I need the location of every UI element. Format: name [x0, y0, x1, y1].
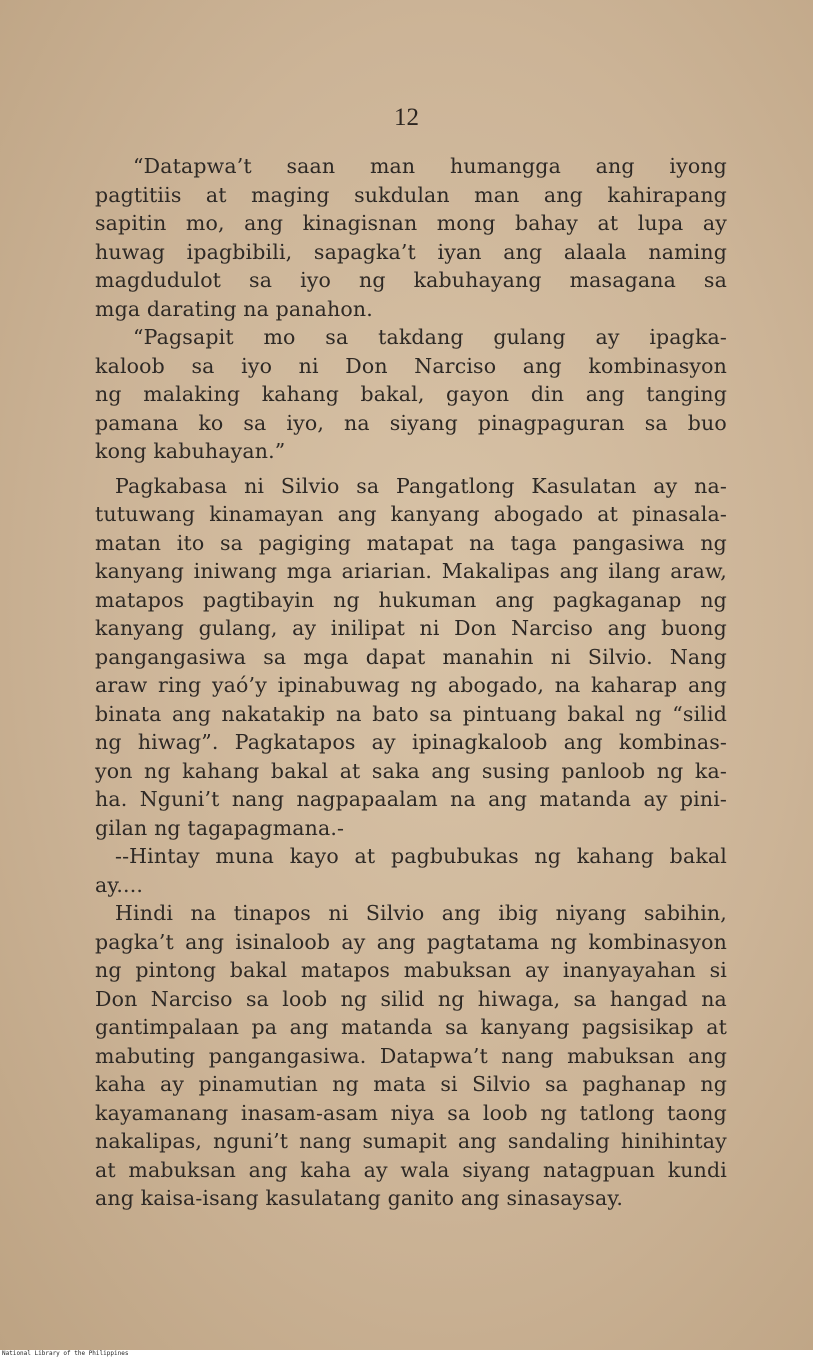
text-line: kanyang iniwang mga ariarian. Makalipas ang ilang araw,	[95, 559, 727, 583]
text-line: araw ring yaó’y ipinabuwag ng abogado, na kaharap ang	[95, 673, 727, 697]
body-text	[95, 152, 727, 1213]
text-line: mga darating na panahon.	[95, 296, 373, 321]
paragraph	[95, 842, 727, 899]
text-line: Pagkabasa ni Silvio sa Pangatlong Kasulatan ay na-	[115, 473, 727, 498]
text-line: ang kaisa-isang kasulatang ganito ang sinasaysay.	[95, 1186, 624, 1210]
text-line: sapitin mo, ang kinagisnan mong bahay at lupa ay	[95, 211, 727, 235]
text-line: ng malaking kahang bakal, gayon din ang tanging	[95, 382, 727, 406]
footer-credit: National Library of the Philippines	[2, 1350, 129, 1357]
text-line: “Pagsapit mo sa takdang gulang ay ipagka-	[133, 325, 727, 349]
text-line: ay....	[95, 872, 144, 897]
paragraph	[95, 472, 727, 843]
text-line: Hindi na tinapos ni Silvio ang ibig niyang sabihin,	[115, 901, 727, 925]
paragraph	[95, 899, 727, 1213]
text-line: ng hiwag”. Pagkatapos ay ipinagkaloob ang kombinas-	[95, 730, 727, 754]
paragraph	[95, 152, 727, 323]
text-line: kaloob sa iyo ni Don Narciso ang kombinasyon	[95, 353, 727, 378]
text-line: huwag ipagbibili, sapagka’t iyan ang alaala naming	[95, 239, 727, 264]
text-line: gantimpalaan pa ang matanda sa kanyang pagsisikap at	[95, 1015, 727, 1039]
text-line: yon ng kahang bakal at saka ang susing panloob ng ka-	[95, 758, 727, 783]
text-line: magdudulot sa iyo ng kabuhayang masagana sa	[95, 268, 727, 292]
text-line: kaha ay pinamutian ng mata si Silvio sa paghanap ng	[95, 1072, 727, 1096]
text-line: kanyang gulang, ay inilipat ni Don Narciso ang buong	[95, 616, 727, 640]
text-line: nakalipas, nguni’t nang sumapit ang sandaling hinihintay	[95, 1129, 727, 1153]
text-line: matan ito sa pagiging matapat na taga pangasiwa ng	[95, 530, 727, 555]
text-line: Don Narciso sa loob ng silid ng hiwaga, sa hangad na	[95, 986, 727, 1011]
text-line: pangangasiwa sa mga dapat manahin ni Silvio. Nang	[95, 644, 727, 669]
text-line: mabuting pangangasiwa. Datapwa’t nang mabuksan ang	[95, 1043, 727, 1068]
text-line: binata ang nakatakip na bato sa pintuang bakal ng “silid	[95, 701, 727, 726]
text-line: pagtitiis at maging sukdulan man ang kahirapang	[95, 182, 727, 207]
text-line: pagka’t ang isinaloob ay ang pagtatama ng kombinasyon	[95, 929, 727, 954]
text-line: tutuwang kinamayan ang kanyang abogado at pinasala-	[95, 502, 727, 526]
footer-bar	[0, 1350, 813, 1358]
text-line: kayamanang inasam-asam niya sa loob ng tatlong taong	[95, 1100, 727, 1125]
text-line: ng pintong bakal matapos mabuksan ay inanyayahan si	[95, 958, 727, 982]
text-line: kong kabuhayan.”	[95, 439, 286, 463]
text-line: --Hintay muna kayo at pagbubukas ng kahang bakal	[115, 844, 727, 868]
text-line: ha. Nguni’t nang nagpapaalam na ang matanda ay pini-	[95, 787, 727, 811]
text-line: gilan ng tagapagmana.-	[95, 815, 345, 840]
paragraph	[95, 323, 727, 466]
page-number: 12	[394, 104, 419, 131]
text-line: matapos pagtibayin ng hukuman ang pagkaganap ng	[95, 587, 727, 612]
text-line: “Datapwa’t saan man humangga ang iyong	[133, 154, 727, 178]
text-line: at mabuksan ang kaha ay wala siyang natagpuan kundi	[95, 1157, 727, 1182]
text-line: pamana ko sa iyo, na siyang pinagpaguran sa buo	[95, 410, 727, 435]
